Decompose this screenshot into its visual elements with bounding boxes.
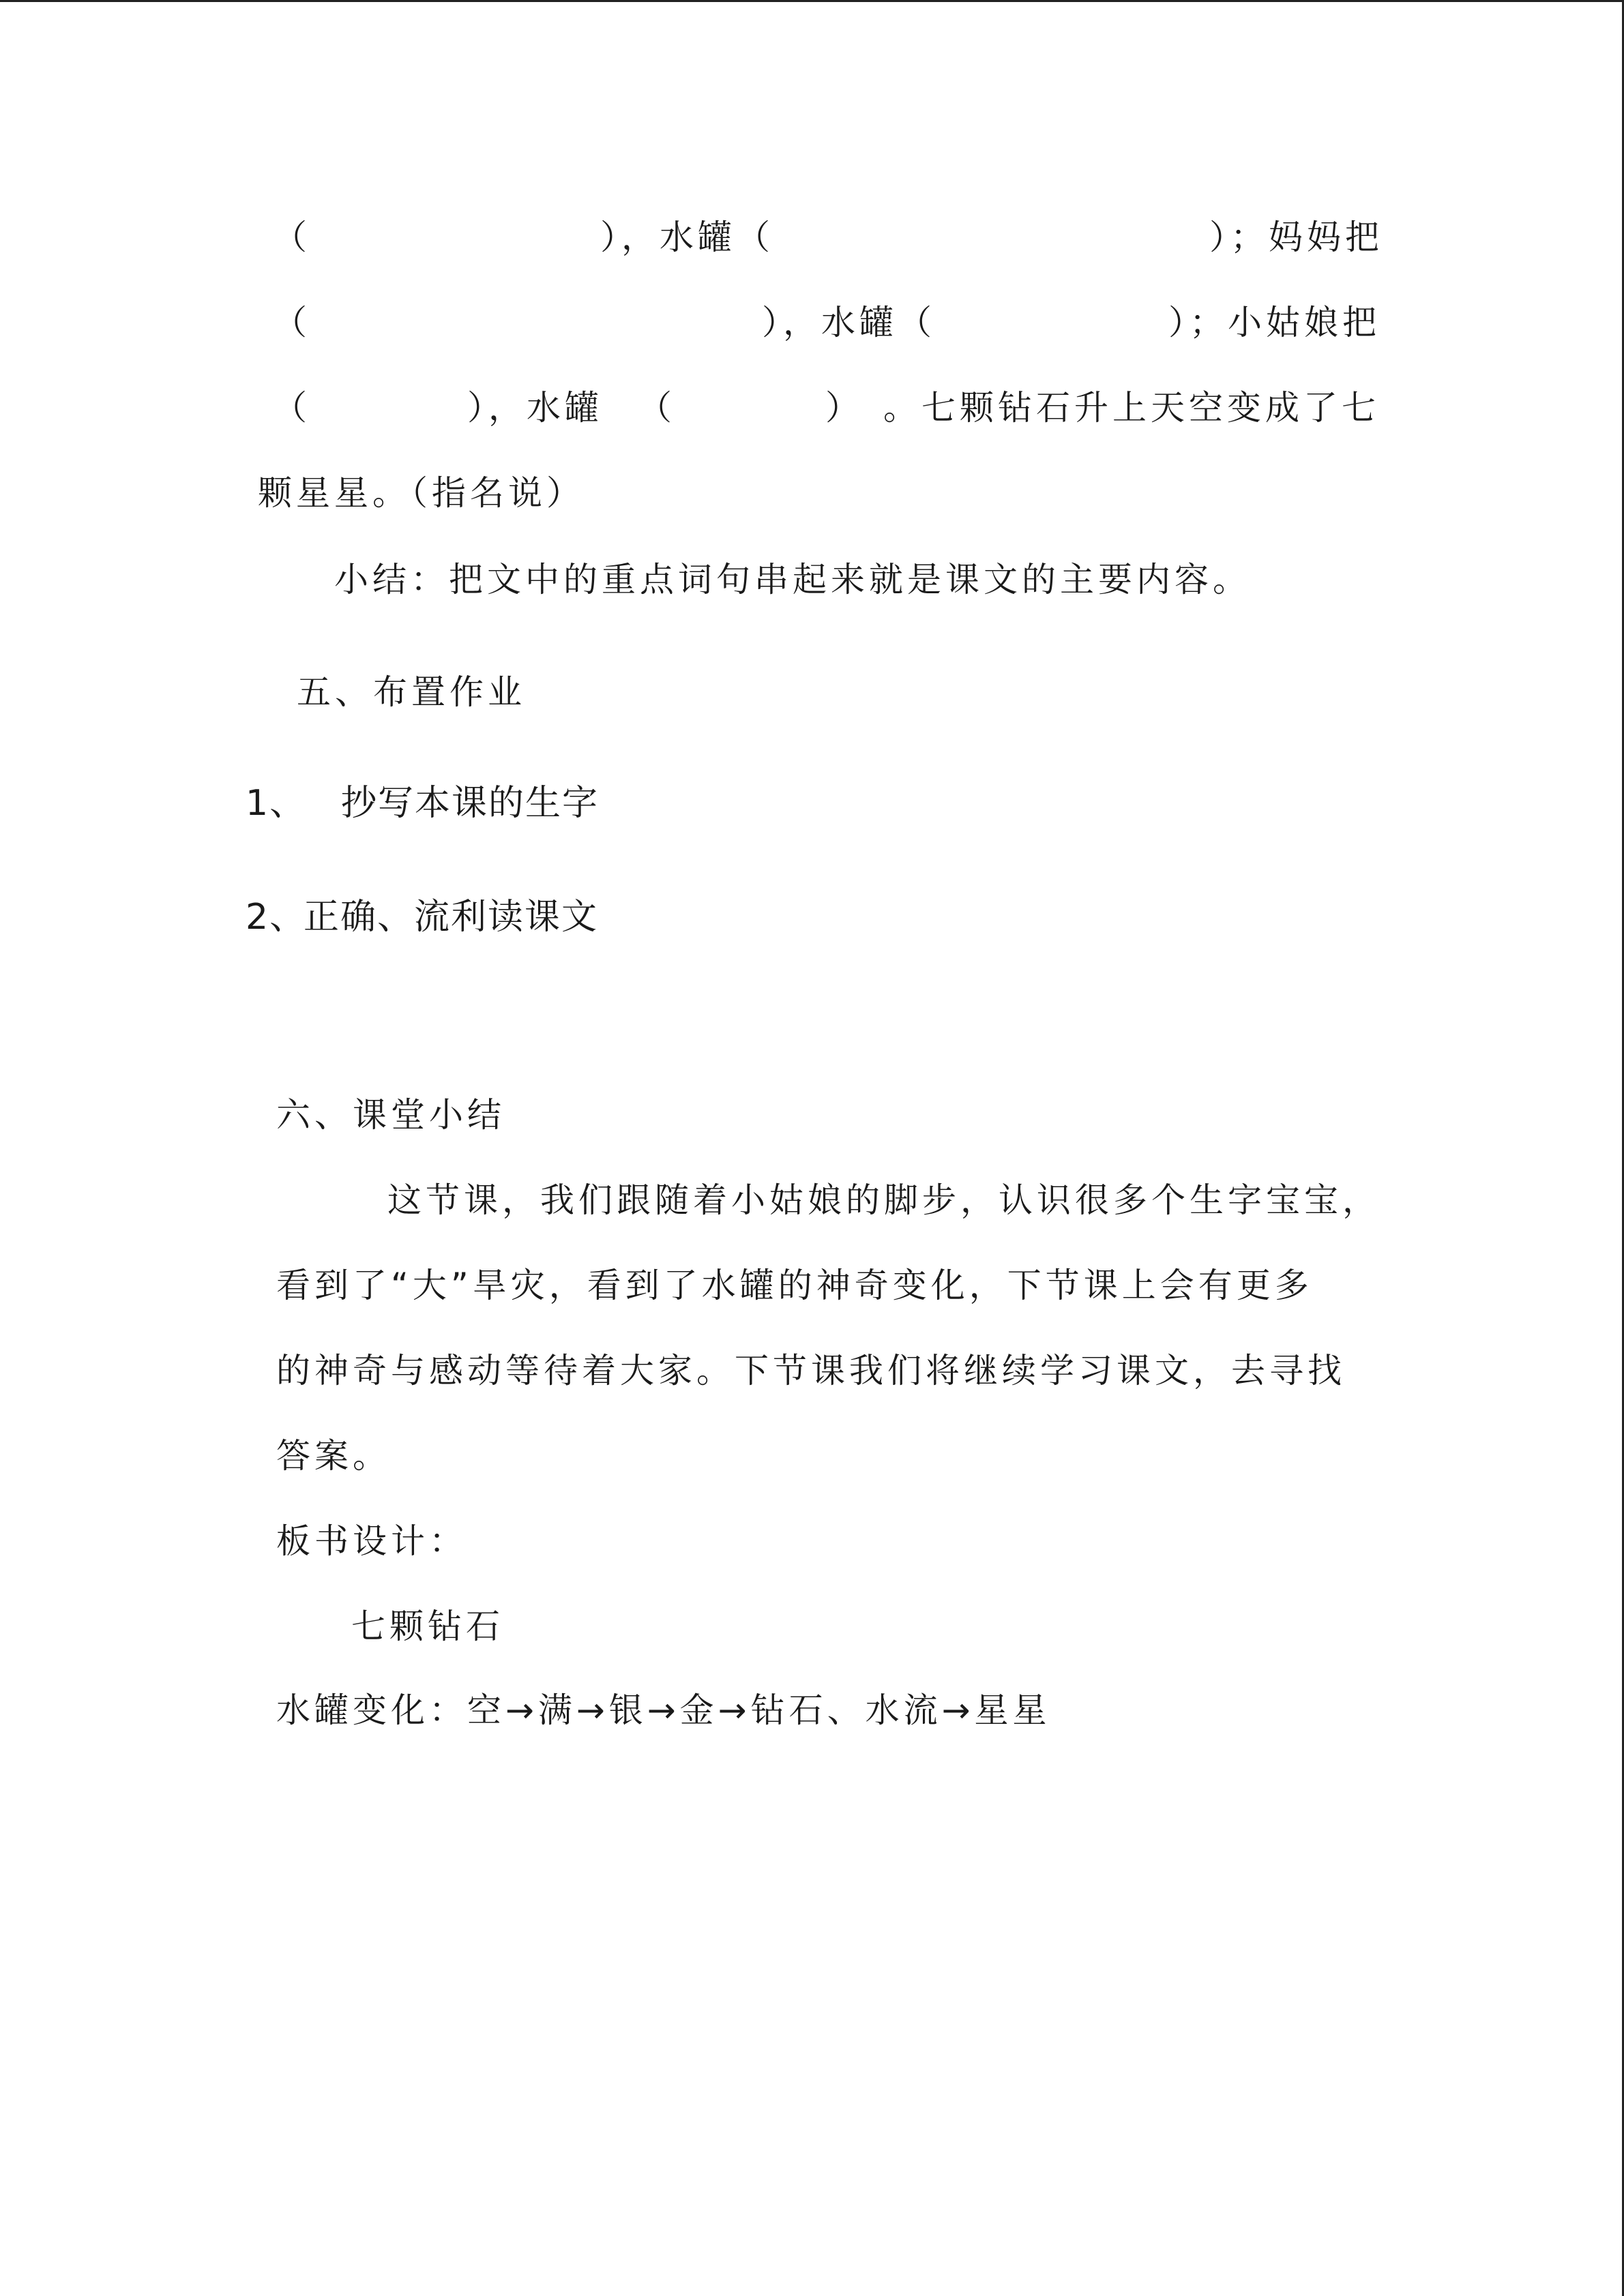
- homework-item-1-number: 1、: [246, 783, 307, 824]
- fill-in-line-3-open: （: [273, 388, 311, 428]
- fill-in-line-1-mid: ），水罐（: [600, 218, 774, 257]
- summary-paragraph-line-3: 的神奇与感动等待着大家。下节课我们将继续学习课文，去寻找: [276, 1351, 1346, 1390]
- fill-in-line-4: 颗星星。（指名说）: [258, 473, 585, 513]
- fill-in-line-2-end: ）；小姑娘把: [1168, 303, 1381, 342]
- fill-in-line-3-close: ）: [825, 388, 863, 428]
- fill-in-line-2-mid: ），水罐（: [762, 303, 936, 342]
- summary-paragraph-line-4: 答案。: [276, 1436, 391, 1476]
- fill-in-line-3-mid: ），水罐: [467, 388, 603, 428]
- fill-in-line-2-open: （: [273, 303, 311, 342]
- board-design-flow: 水罐变化：空→满→银→金→钻石、水流→星星: [276, 1690, 1051, 1730]
- fill-in-line-3-open2: （: [638, 388, 676, 428]
- section-6-title: 六、课堂小结: [276, 1095, 505, 1135]
- homework-item-2-number: 2、: [246, 897, 307, 938]
- summary-line: 小结：把文中的重点词句串起来就是课文的主要内容。: [334, 560, 1251, 599]
- page-top-border: [0, 0, 1624, 2]
- homework-item-2-text: 正确、流利读课文: [304, 897, 599, 938]
- fill-in-line-1-end: ）；妈妈把: [1209, 218, 1383, 257]
- homework-item-1-text: 抄写本课的生字: [341, 783, 600, 824]
- summary-paragraph-line-2: 看到了“大”旱灾，看到了水罐的神奇变化，下节课上会有更多: [276, 1266, 1313, 1305]
- fill-in-line-1-open: （: [273, 218, 311, 257]
- fill-in-line-3-tail: 。七颗钻石升上天空变成了七: [883, 388, 1380, 428]
- summary-paragraph-line-1: 这节课，我们跟随着小姑娘的脚步，认识很多个生字宝宝，: [387, 1180, 1381, 1220]
- section-5-title: 五、布置作业: [297, 672, 526, 712]
- board-design-label: 板书设计：: [276, 1521, 467, 1561]
- board-design-title: 七颗钻石: [351, 1607, 504, 1646]
